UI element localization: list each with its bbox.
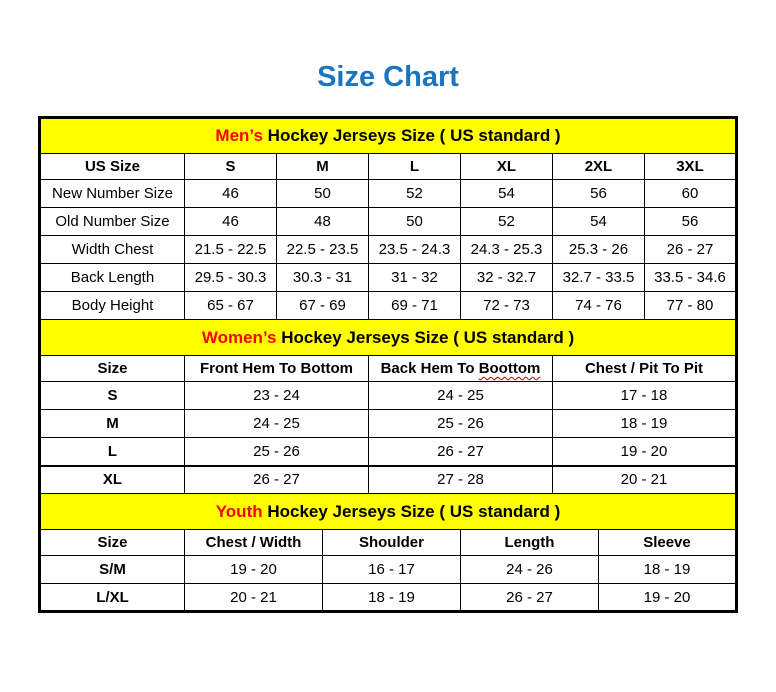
men-col-header: L xyxy=(368,154,460,180)
youth-cell: 19 - 20 xyxy=(184,556,322,584)
women-section-title xyxy=(40,320,737,356)
men-column-header-row xyxy=(40,154,737,180)
youth-col-header: Sleeve xyxy=(598,530,736,556)
men-title-highlight: Men’s xyxy=(215,126,263,145)
youth-title-highlight: Youth xyxy=(215,501,263,521)
men-col-header: XL xyxy=(460,154,552,180)
men-cell: 54 xyxy=(460,180,552,208)
women-table-row xyxy=(40,410,737,438)
men-cell: 52 xyxy=(460,208,552,236)
men-table-row xyxy=(40,180,737,208)
youth-col-header: Shoulder xyxy=(322,530,460,556)
men-cell: 56 xyxy=(552,180,644,208)
women-cell: 26 - 27 xyxy=(184,466,368,494)
women-col-header: Front Hem To Bottom xyxy=(184,356,368,382)
men-row-label: New Number Size xyxy=(40,180,185,208)
youth-section-title xyxy=(40,494,737,530)
men-cell: 52 xyxy=(368,180,460,208)
youth-column-header-row xyxy=(40,530,737,556)
men-cell: 21.5 - 22.5 xyxy=(184,236,276,264)
men-cell: 26 - 27 xyxy=(644,236,736,264)
women-section-header-row xyxy=(40,320,737,356)
women-cell: 19 - 20 xyxy=(552,438,736,466)
women-row-label: L xyxy=(40,438,185,466)
men-cell: 72 - 73 xyxy=(460,292,552,320)
youth-cell: 26 - 27 xyxy=(460,584,598,612)
youth-cell: 18 - 19 xyxy=(598,556,736,584)
women-cell: 25 - 26 xyxy=(184,438,368,466)
youth-row-label: L/XL xyxy=(40,584,185,612)
women-cell: 24 - 25 xyxy=(184,410,368,438)
men-col-header: 3XL xyxy=(644,154,736,180)
youth-cell: 18 - 19 xyxy=(322,584,460,612)
men-cell: 33.5 - 34.6 xyxy=(644,264,736,292)
women-cell: 23 - 24 xyxy=(184,382,368,410)
men-row-label: Body Height xyxy=(40,292,185,320)
women-row-label: M xyxy=(40,410,185,438)
men-cell: 74 - 76 xyxy=(552,292,644,320)
men-cell: 46 xyxy=(184,208,276,236)
women-cell: 25 - 26 xyxy=(368,410,552,438)
men-row-label: Width Chest xyxy=(40,236,185,264)
youth-table-row xyxy=(40,584,737,612)
page-title: Size Chart xyxy=(317,61,459,93)
men-cell: 29.5 - 30.3 xyxy=(184,264,276,292)
men-cell: 65 - 67 xyxy=(184,292,276,320)
men-title-rest: Hockey Jerseys Size ( US standard ) xyxy=(262,126,561,145)
size-chart-table xyxy=(38,116,738,613)
women-column-header-row xyxy=(40,356,737,382)
youth-col-header: Size xyxy=(40,530,185,556)
men-cell: 30.3 - 31 xyxy=(276,264,368,292)
youth-section-header-row xyxy=(40,494,737,530)
misspelled-word: Boottom xyxy=(478,360,541,377)
men-table-row xyxy=(40,236,737,264)
men-cell: 67 - 69 xyxy=(276,292,368,320)
men-cell: 60 xyxy=(644,180,736,208)
men-col-header: US Size xyxy=(40,154,185,180)
men-cell: 50 xyxy=(276,180,368,208)
men-cell: 32.7 - 33.5 xyxy=(552,264,644,292)
men-cell: 46 xyxy=(184,180,276,208)
women-table-row xyxy=(40,466,737,494)
youth-cell: 16 - 17 xyxy=(322,556,460,584)
women-cell: 17 - 18 xyxy=(552,382,736,410)
men-row-label: Old Number Size xyxy=(40,208,185,236)
men-cell: 77 - 80 xyxy=(644,292,736,320)
youth-row-label: S/M xyxy=(40,556,185,584)
youth-cell: 24 - 26 xyxy=(460,556,598,584)
men-col-header: S xyxy=(184,154,276,180)
women-row-label: XL xyxy=(40,466,185,494)
women-cell: 18 - 19 xyxy=(552,410,736,438)
men-cell: 48 xyxy=(276,208,368,236)
women-row-label: S xyxy=(40,382,185,410)
men-cell: 50 xyxy=(368,208,460,236)
youth-cell: 19 - 20 xyxy=(598,584,736,612)
women-cell: 26 - 27 xyxy=(368,438,552,466)
men-cell: 69 - 71 xyxy=(368,292,460,320)
men-col-header: M xyxy=(276,154,368,180)
men-row-label: Back Length xyxy=(40,264,185,292)
women-table-row xyxy=(40,438,737,466)
men-cell: 31 - 32 xyxy=(368,264,460,292)
youth-table-row xyxy=(40,556,737,584)
men-cell: 54 xyxy=(552,208,644,236)
men-cell: 22.5 - 23.5 xyxy=(276,236,368,264)
men-table-row xyxy=(40,264,737,292)
women-cell: 27 - 28 xyxy=(368,466,552,494)
men-section-header-row xyxy=(40,118,737,154)
men-section-title xyxy=(40,118,737,154)
men-cell: 24.3 - 25.3 xyxy=(460,236,552,264)
youth-title-rest: Hockey Jerseys Size ( US standard ) xyxy=(262,501,561,521)
youth-col-header: Chest / Width xyxy=(184,530,322,556)
men-cell: 25.3 - 26 xyxy=(552,236,644,264)
women-cell: 24 - 25 xyxy=(368,382,552,410)
men-cell: 23.5 - 24.3 xyxy=(368,236,460,264)
men-table-row xyxy=(40,292,737,320)
men-cell: 32 - 32.7 xyxy=(460,264,552,292)
women-col-header: Chest / Pit To Pit xyxy=(552,356,736,382)
youth-col-header: Length xyxy=(460,530,598,556)
women-cell: 20 - 21 xyxy=(552,466,736,494)
women-title-highlight: Women’s xyxy=(201,327,277,347)
men-col-header: 2XL xyxy=(552,154,644,180)
women-col-header: Size xyxy=(40,356,185,382)
women-table-row xyxy=(40,382,737,410)
women-col-header xyxy=(368,356,552,382)
women-title-rest: Hockey Jerseys Size ( US standard ) xyxy=(276,327,575,347)
youth-cell: 20 - 21 xyxy=(184,584,322,612)
header-text: Back Hem To xyxy=(380,360,479,377)
men-table-row xyxy=(40,208,737,236)
men-cell: 56 xyxy=(644,208,736,236)
